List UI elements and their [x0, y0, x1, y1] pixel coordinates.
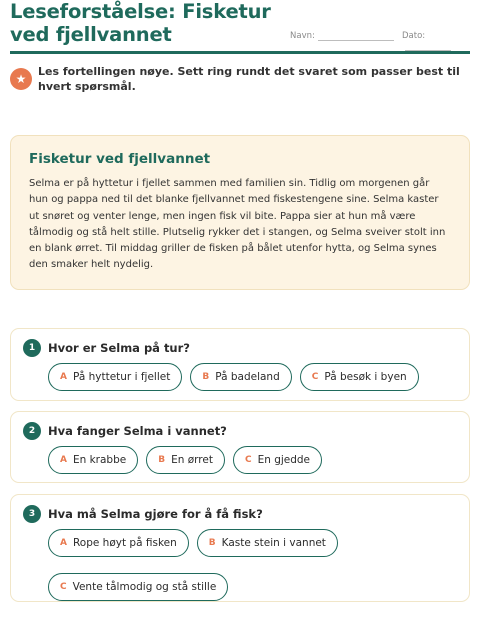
- page-title: Leseforståelse: Fisketur ved fjellvannet: [10, 0, 271, 46]
- story-title: Fisketur ved fjellvannet: [29, 151, 211, 167]
- story-box: [10, 135, 470, 290]
- option-letter: A: [60, 372, 67, 382]
- option-letter: C: [244, 455, 252, 465]
- answer-option[interactable]: [48, 529, 189, 557]
- answer-option[interactable]: [48, 363, 182, 391]
- option-text: På badeland: [215, 371, 280, 383]
- answer-option[interactable]: [146, 446, 225, 474]
- question-card: [10, 328, 470, 401]
- option-text: Rope høyt på fisken: [72, 537, 177, 549]
- name-label: Navn:: [290, 31, 315, 41]
- question-text: Hvor er Selma på tur?: [48, 341, 190, 355]
- story-text: Selma er på hyttetur i fjellet sammen med familien sin. Tidlig om morgenen går hun og pappa ned til det blanke fjellvannet med fiskestengene sine. Selma kaster ut snøret og venter lenge, men ingen fisk vil bite. Pappa sier at hun må være tålmodig og stå helt stille. Plutselig rykker det i stangen, og Selma sveiver stolt inn en blank ørret. Til middag griller de fisken på bålet utenfor hytta, og Selma synes den smaker helt nydelig.: [29, 178, 446, 271]
- question-text: Hva må Selma gjøre for å få fisk?: [48, 507, 263, 521]
- option-text: En krabbe: [72, 454, 127, 466]
- name-line: [318, 33, 394, 41]
- answer-option[interactable]: [48, 446, 138, 474]
- option-letter: B: [202, 372, 210, 382]
- option-letter: B: [208, 538, 216, 548]
- option-text: Kaste stein i vannet: [221, 537, 326, 549]
- date-line: [405, 43, 451, 51]
- answer-option[interactable]: [300, 363, 419, 391]
- star-icon: ★: [10, 68, 32, 90]
- option-letter: B: [158, 455, 166, 465]
- name-field[interactable]: [290, 31, 394, 41]
- option-text: På hyttetur i fjellet: [72, 371, 171, 383]
- question-number: 1: [23, 339, 41, 357]
- answer-option[interactable]: [190, 363, 291, 391]
- option-letter: A: [60, 538, 67, 548]
- question-card: [10, 411, 470, 483]
- question-card: [10, 494, 470, 602]
- instructions-text: Les fortellingen nøye. Sett ring rundt det svaret som passer best til hvert spørsmål.: [38, 65, 460, 93]
- option-letter: C: [311, 372, 319, 382]
- option-text: Vente tålmodig og stå stille: [72, 581, 217, 593]
- answer-options: [48, 363, 458, 391]
- option-text: En gjedde: [257, 454, 311, 466]
- answer-option[interactable]: [233, 446, 322, 474]
- answer-option[interactable]: [48, 573, 228, 601]
- question-text: Hva fanger Selma i vannet?: [48, 424, 227, 438]
- option-text: En ørret: [171, 454, 213, 466]
- answer-options: [48, 446, 458, 474]
- date-field[interactable]: [402, 31, 470, 51]
- option-text: På besøk i byen: [324, 371, 407, 383]
- option-letter: C: [60, 582, 67, 592]
- question-number: 3: [23, 505, 41, 523]
- answer-options: [48, 529, 458, 601]
- worksheet-header: [10, 0, 470, 54]
- option-letter: A: [60, 455, 67, 465]
- date-label: Dato:: [402, 31, 426, 41]
- answer-option[interactable]: [197, 529, 338, 557]
- question-number: 2: [23, 422, 41, 440]
